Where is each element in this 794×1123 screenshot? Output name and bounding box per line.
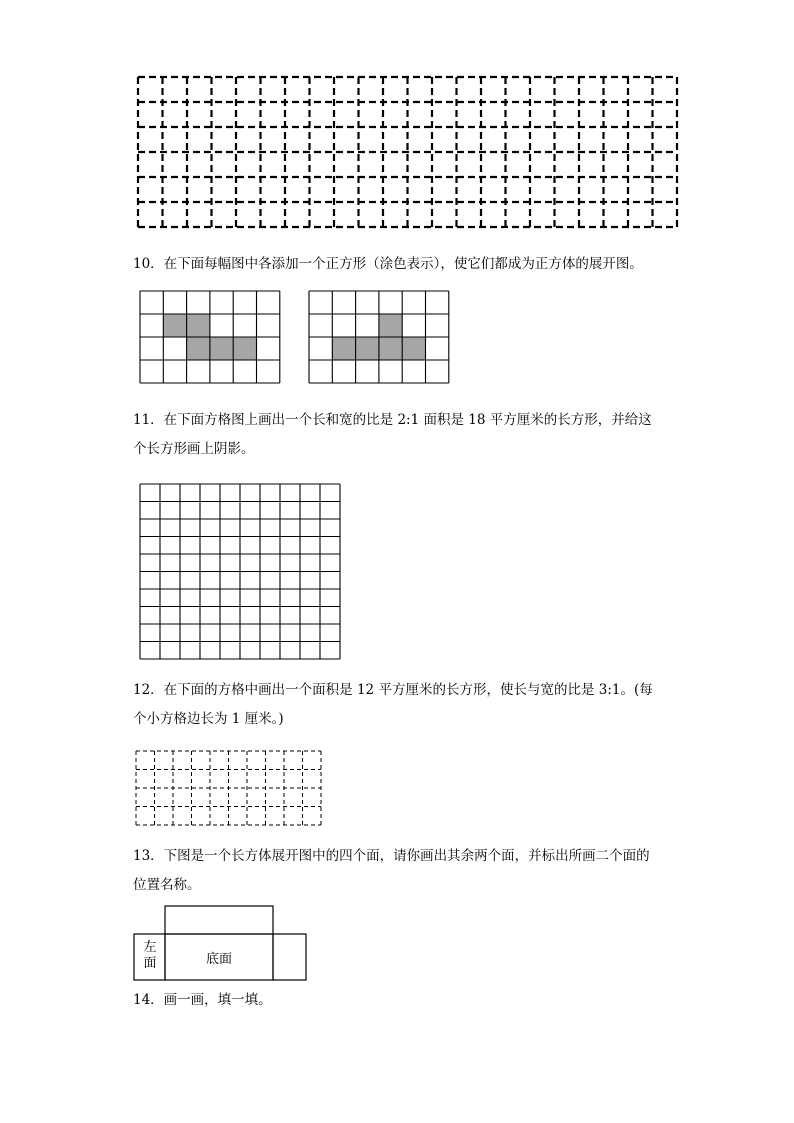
question-13-line1: 13．下图是一个长方体展开图中的四个面，请你画出其余两个面，并标出所画二个面的 <box>133 848 650 864</box>
bottom-face-text: 底面 <box>205 952 232 967</box>
square-grid-q11 <box>139 483 341 661</box>
bottom-face-label <box>165 948 273 967</box>
shaded-square <box>233 337 256 360</box>
shaded-square <box>332 337 355 360</box>
question-12 <box>133 676 673 734</box>
dashed-grid-q12 <box>135 750 321 828</box>
left-face-text: 左面 <box>143 940 157 971</box>
question-11-line1: 11．在下面方格图上画出一个长和宽的比是 2:1 面积是 18 平方厘米的长方形，并给这 <box>133 412 652 428</box>
question-14-text: 14．画一画，填一填。 <box>133 992 272 1008</box>
shaded-square <box>379 314 402 337</box>
question-10 <box>133 250 673 279</box>
left-face-label <box>140 940 160 972</box>
question-10-text: 10．在下面每幅图中各添加一个正方形（涂色表示），使它们都成为正方体的展开图。 <box>133 256 643 272</box>
shaded-square <box>402 337 425 360</box>
question-11 <box>133 406 673 464</box>
question-12-line1: 12．在下面的方格中画出一个面积是 12 平方厘米的长方形，使长与宽的比是 3:1。(每 <box>133 682 653 698</box>
shaded-square <box>210 337 233 360</box>
shaded-square <box>187 314 210 337</box>
question-11-line2: 个长方形画上阴影。 <box>133 441 255 457</box>
cube-net-figure-b <box>308 290 450 385</box>
shaded-square <box>356 337 379 360</box>
question-13 <box>133 842 673 900</box>
question-14 <box>133 986 673 1015</box>
shaded-square <box>187 337 210 360</box>
dashed-grid-top <box>137 76 682 231</box>
question-13-line2: 位置名称。 <box>133 877 201 893</box>
question-12-line2: 个小方格边长为 1 厘米。) <box>133 711 284 727</box>
shaded-square <box>379 337 402 360</box>
cube-net-figure-a <box>139 290 281 385</box>
shaded-square <box>163 314 186 337</box>
